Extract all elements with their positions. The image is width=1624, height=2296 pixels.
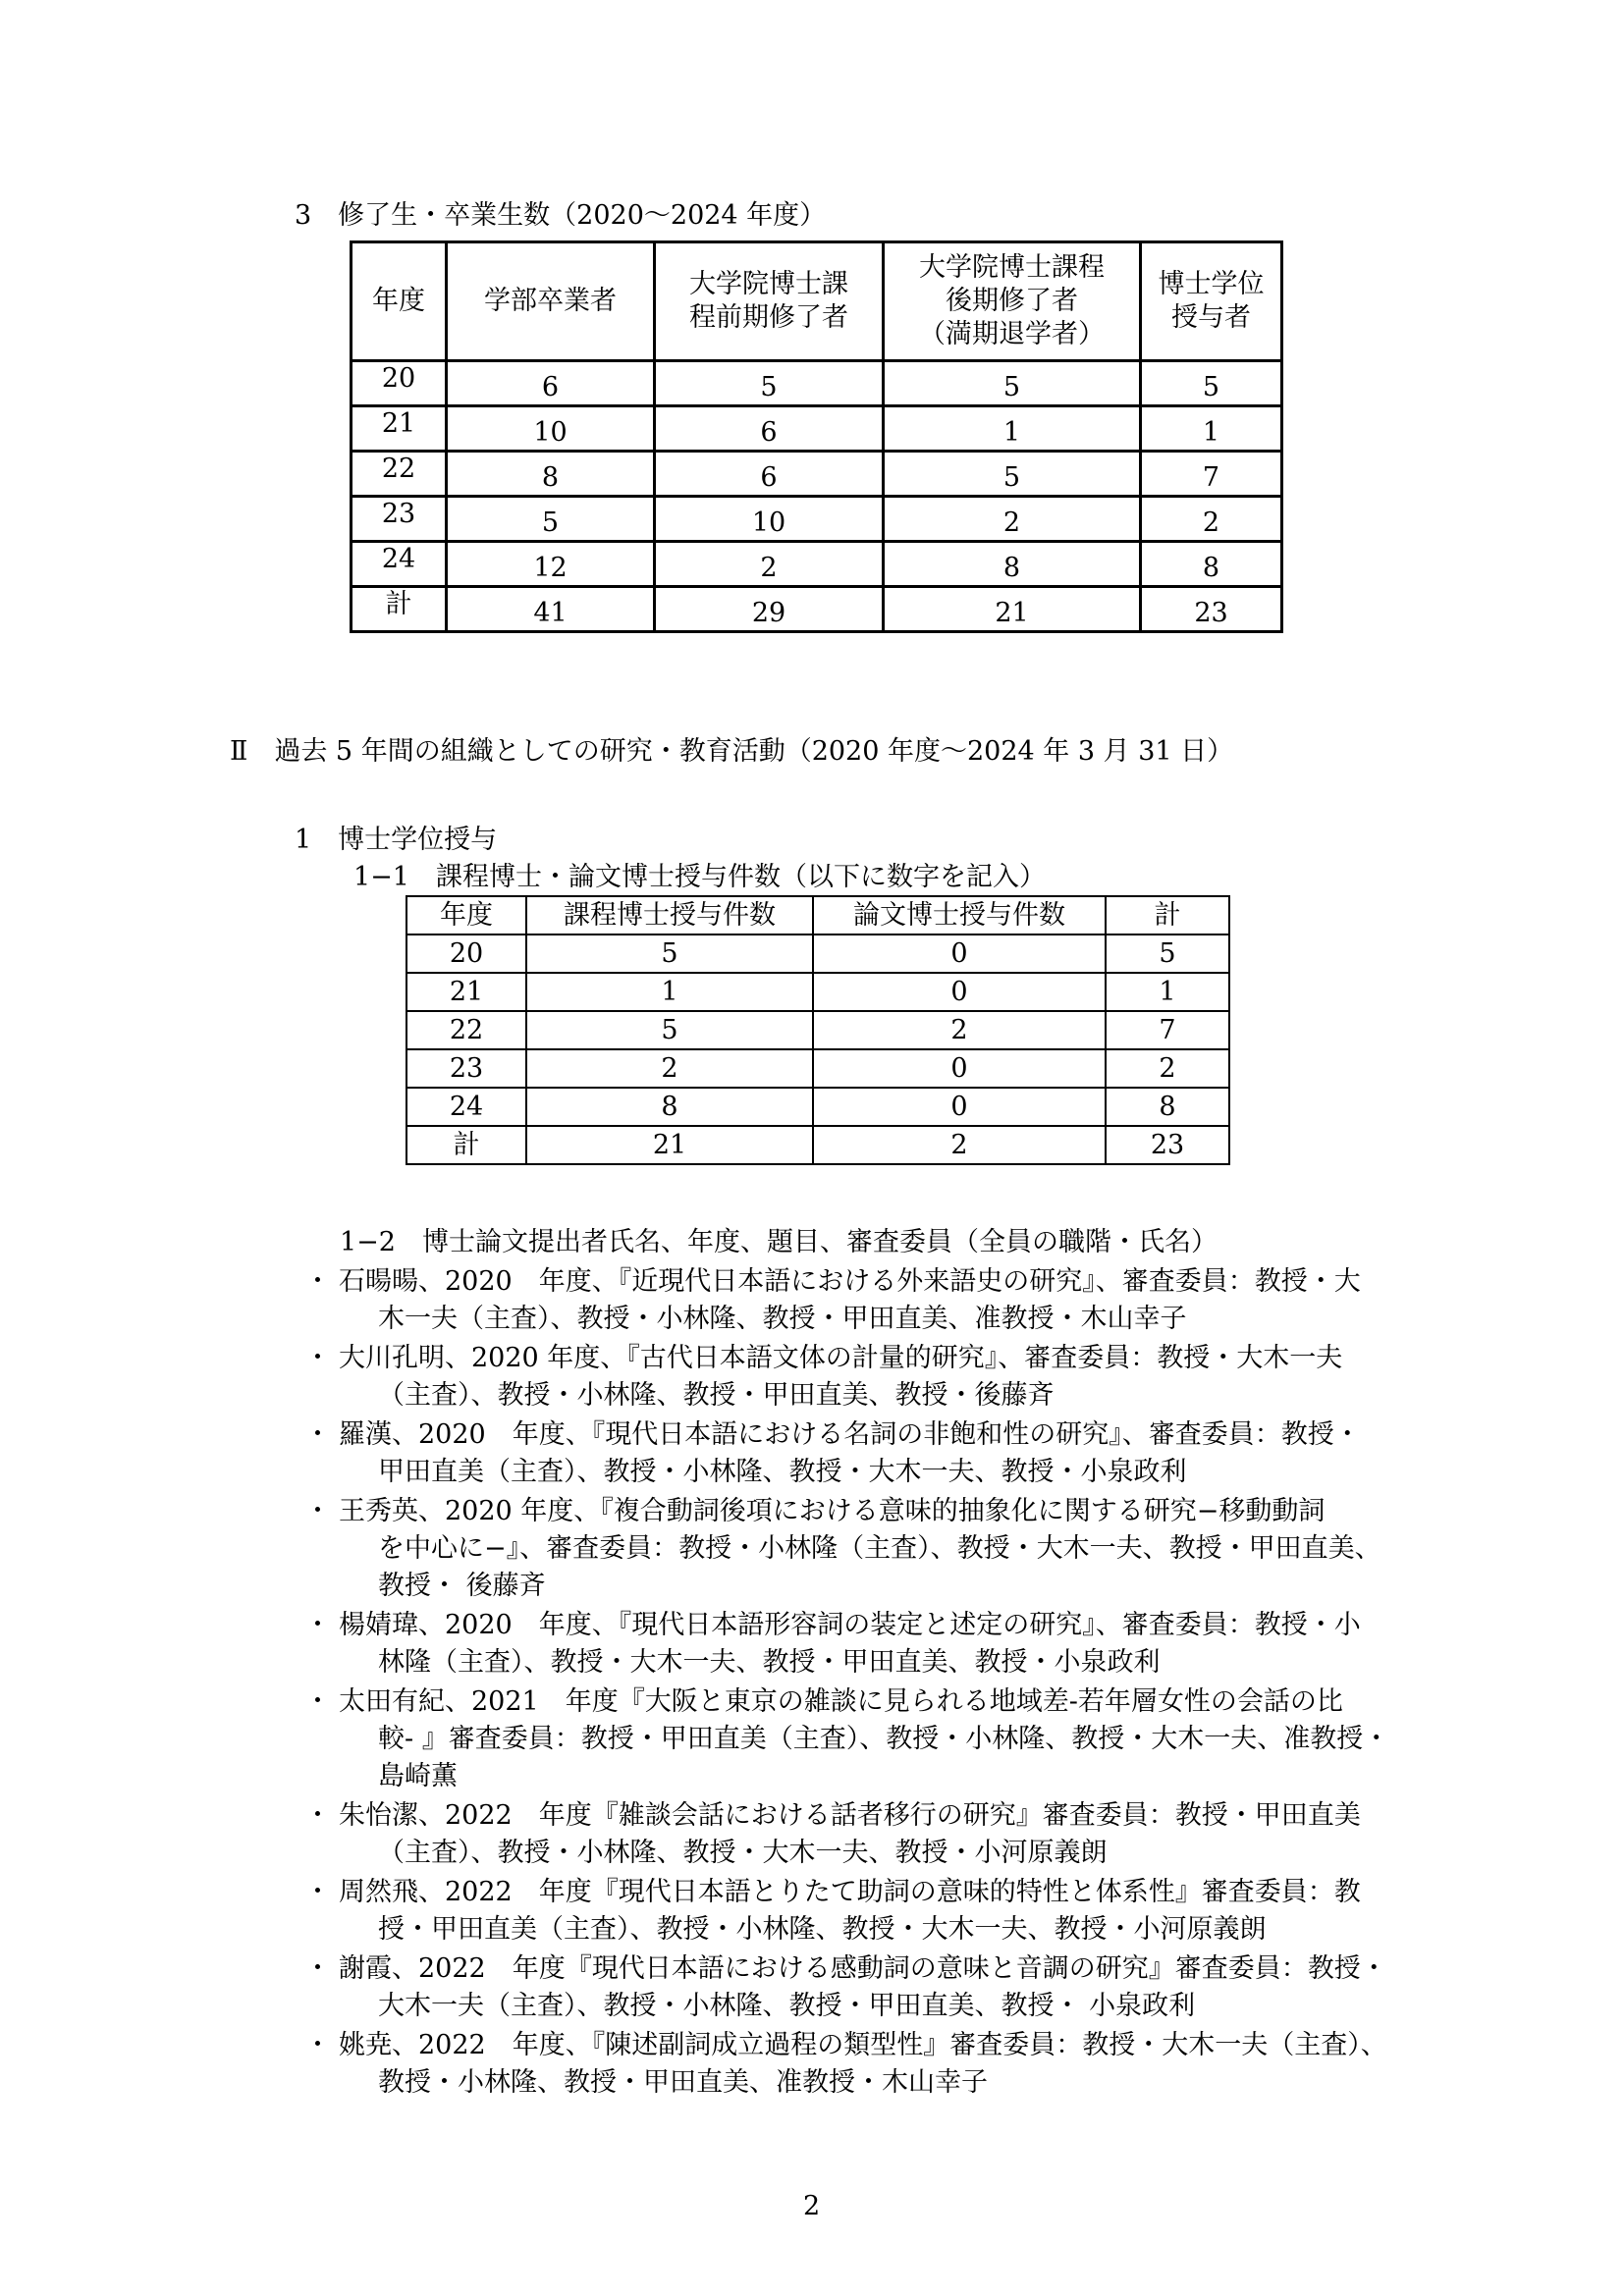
header-undergrad: 学部卒業者 <box>447 242 655 361</box>
value-cell: 21 <box>526 1126 813 1164</box>
value-cell: 8 <box>447 452 655 497</box>
degree-awards-row <box>406 934 1229 973</box>
bullet-icon: ・ <box>304 1800 331 1831</box>
graduates-table-row <box>352 406 1282 452</box>
value-cell: 8 <box>1141 542 1282 587</box>
value-cell: 2 <box>813 1011 1106 1049</box>
bullet-icon: ・ <box>304 1266 331 1297</box>
thesis-entry-continuation: （主査）、教授・小林隆、教授・大木一夫、教授・小河原義朗 <box>378 1838 1108 1868</box>
thesis-entry-continuation: 林隆（主査）、教授・大木一夫、教授・甲田直美、教授・小泉政利 <box>378 1647 1161 1678</box>
year-cell: 24 <box>406 1088 526 1126</box>
thesis-entry-line: 朱怡潔、2022 年度『雑談会話における話者移行の研究』審査委員：教授・甲田直美 <box>339 1800 1361 1831</box>
value-cell: 5 <box>526 1011 813 1049</box>
value-cell: 1 <box>526 973 813 1011</box>
value-cell: 5 <box>655 361 884 406</box>
thesis-entry-line: 石暘暘、2020 年度、『近現代日本語における外来語史の研究』、審査委員：教授・大 <box>339 1266 1361 1297</box>
thesis-entry-continuation: 教授・ 後藤斉 <box>378 1571 546 1601</box>
value-cell: 12 <box>447 542 655 587</box>
year-cell: 20 <box>352 361 447 406</box>
header-doctoral: 大学院博士課程 後期修了者 （満期退学者） <box>884 242 1141 361</box>
year-cell: 計 <box>352 587 447 632</box>
thesis-entry-line: 楊婧瑋、2020 年度、『現代日本語形容詞の装定と述定の研究』、審査委員：教授・小 <box>339 1610 1361 1640</box>
year-cell: 23 <box>352 497 447 542</box>
thesis-entry-continuation: を中心に−』、審査委員：教授・小林隆（主査）、教授・大木一夫、教授・甲田直美、 <box>378 1533 1381 1564</box>
value-cell: 5 <box>884 361 1141 406</box>
bullet-icon: ・ <box>304 1496 331 1526</box>
degree-awards-row <box>406 1088 1229 1126</box>
thesis-list-item <box>304 1416 1414 1491</box>
bullet-icon: ・ <box>304 1686 331 1717</box>
bullet-icon: ・ <box>304 1610 331 1640</box>
thesis-entry-continuation: （主査）、教授・小林隆、教授・甲田直美、教授・後藤斉 <box>378 1380 1055 1411</box>
value-cell: 0 <box>813 1088 1106 1126</box>
value-cell: 6 <box>447 361 655 406</box>
value-cell: 29 <box>655 587 884 632</box>
value-cell: 8 <box>1106 1088 1229 1126</box>
degree-awards-row <box>406 1011 1229 1049</box>
value-cell: 5 <box>1141 361 1282 406</box>
value-cell: 5 <box>884 452 1141 497</box>
header-course-doctorate: 課程博士授与件数 <box>526 896 813 934</box>
graduates-total-row <box>352 587 1282 632</box>
bullet-icon: ・ <box>304 2030 331 2060</box>
value-cell: 0 <box>813 973 1106 1011</box>
value-cell: 0 <box>813 1049 1106 1088</box>
year-cell: 20 <box>406 934 526 973</box>
bullet-icon: ・ <box>304 1877 331 1907</box>
thesis-entry-continuation: 甲田直美（主査）、教授・小林隆、教授・大木一夫、教授・小泉政利 <box>378 1457 1187 1487</box>
header-thesis-doctorate: 論文博士授与件数 <box>813 896 1106 934</box>
value-cell: 2 <box>1106 1049 1229 1088</box>
value-cell: 5 <box>447 497 655 542</box>
section-3-heading: 3 修了生・卒業生数（2020～2024 年度） <box>295 200 827 231</box>
thesis-list-item <box>304 1874 1414 1949</box>
value-cell: 6 <box>655 406 884 452</box>
thesis-entry-line: 王秀英、2020 年度、『複合動詞後項における意味的抽象化に関する研究−移動動詞 <box>339 1496 1326 1526</box>
year-cell: 21 <box>352 406 447 452</box>
value-cell: 23 <box>1141 587 1282 632</box>
year-cell: 23 <box>406 1049 526 1088</box>
bullet-icon: ・ <box>304 1419 331 1450</box>
value-cell: 2 <box>655 542 884 587</box>
degree-awards-header-row <box>406 896 1229 934</box>
thesis-entry-continuation: 較- 』審査委員：教授・甲田直美（主査）、教授・小林隆、教授・大木一夫、准教授・ <box>378 1724 1390 1754</box>
thesis-list-item <box>304 1797 1414 1872</box>
thesis-list-item <box>304 1263 1414 1338</box>
value-cell: 2 <box>1141 497 1282 542</box>
thesis-list-item <box>304 2027 1414 2102</box>
value-cell: 0 <box>813 934 1106 973</box>
value-cell: 8 <box>884 542 1141 587</box>
value-cell: 6 <box>655 452 884 497</box>
value-cell: 23 <box>1106 1126 1229 1164</box>
thesis-entry-continuation: 授・甲田直美（主査）、教授・小林隆、教授・大木一夫、教授・小河原義朗 <box>378 1914 1267 1945</box>
thesis-list-item <box>304 1340 1414 1415</box>
value-cell: 41 <box>447 587 655 632</box>
value-cell: 2 <box>813 1126 1106 1164</box>
degree-awards-row <box>406 973 1229 1011</box>
thesis-list-item <box>304 1950 1414 2025</box>
thesis-list-item <box>304 1683 1414 1795</box>
year-cell: 22 <box>406 1011 526 1049</box>
header-year: 年度 <box>406 896 526 934</box>
header-total: 計 <box>1106 896 1229 934</box>
value-cell: 5 <box>1106 934 1229 973</box>
subsection-1-2-heading: 1−2 博士論文提出者氏名、年度、題目、審査委員（全員の職階・氏名） <box>340 1227 1218 1257</box>
value-cell: 2 <box>884 497 1141 542</box>
value-cell: 21 <box>884 587 1141 632</box>
bullet-icon: ・ <box>304 1953 331 1984</box>
thesis-entry-continuation: 木一夫（主査）、教授・小林隆、教授・甲田直美、准教授・木山幸子 <box>378 1304 1187 1334</box>
section-2-heading: Ⅱ 過去 5 年間の組織としての研究・教育活動（2020 年度～2024 年 3 月 31 日） <box>230 736 1234 767</box>
header-masters: 大学院博士課 程前期修了者 <box>655 242 884 361</box>
graduates-table-row <box>352 452 1282 497</box>
year-cell: 計 <box>406 1126 526 1164</box>
thesis-entry-line: 姚尭、2022 年度、『陳述副詞成立過程の類型性』審査委員：教授・大木一夫（主査）、 <box>339 2030 1387 2060</box>
thesis-entry-continuation: 大木一夫（主査）、教授・小林隆、教授・甲田直美、教授・ 小泉政利 <box>378 1991 1196 2021</box>
value-cell: 10 <box>655 497 884 542</box>
thesis-list-item <box>304 1607 1414 1682</box>
value-cell: 5 <box>526 934 813 973</box>
thesis-entry-continuation: 島崎薫 <box>378 1761 458 1791</box>
year-cell: 24 <box>352 542 447 587</box>
degree-awards-total-row <box>406 1126 1229 1164</box>
value-cell: 1 <box>1106 973 1229 1011</box>
thesis-list-item <box>304 1493 1414 1605</box>
graduates-table-row <box>352 497 1282 542</box>
graduates-table-header-row <box>352 242 1282 361</box>
header-year: 年度 <box>352 242 447 361</box>
graduates-table <box>350 240 1283 633</box>
year-cell: 22 <box>352 452 447 497</box>
value-cell: 8 <box>526 1088 813 1126</box>
value-cell: 10 <box>447 406 655 452</box>
value-cell: 1 <box>1141 406 1282 452</box>
year-cell: 21 <box>406 973 526 1011</box>
thesis-entry-line: 太田有紀、2021 年度『大阪と東京の雑談に見られる地域差-若年層女性の会話の比 <box>339 1686 1343 1717</box>
thesis-entry-line: 周然飛、2022 年度『現代日本語とりたて助詞の意味的特性と体系性』審査委員：教 <box>339 1877 1361 1907</box>
value-cell: 1 <box>884 406 1141 452</box>
value-cell: 7 <box>1141 452 1282 497</box>
bullet-icon: ・ <box>304 1343 331 1373</box>
graduates-table-row <box>352 361 1282 406</box>
thesis-entry-line: 謝霞、2022 年度『現代日本語における感動詞の意味と音調の研究』審査委員：教授・ <box>339 1953 1387 1984</box>
graduates-table-row <box>352 542 1282 587</box>
header-degree: 博士学位 授与者 <box>1141 242 1282 361</box>
subsection-1-heading: 1 博士学位授与 <box>295 825 498 855</box>
value-cell: 7 <box>1106 1011 1229 1049</box>
thesis-entry-line: 羅漢、2020 年度、『現代日本語における名詞の非飽和性の研究』、審査委員：教授・ <box>339 1419 1361 1450</box>
subsection-1-1-heading: 1−1 課程博士・論文博士授与件数（以下に数字を記入） <box>353 862 1046 892</box>
degree-awards-row <box>406 1049 1229 1088</box>
degree-awards-table <box>406 895 1230 1165</box>
page-number: 2 <box>803 2191 821 2221</box>
value-cell: 2 <box>526 1049 813 1088</box>
thesis-entry-line: 大川孔明、2020 年度、『古代日本語文体の計量的研究』、審査委員：教授・大木一夫 <box>339 1343 1343 1373</box>
thesis-entry-continuation: 教授・小林隆、教授・甲田直美、准教授・木山幸子 <box>378 2067 988 2098</box>
